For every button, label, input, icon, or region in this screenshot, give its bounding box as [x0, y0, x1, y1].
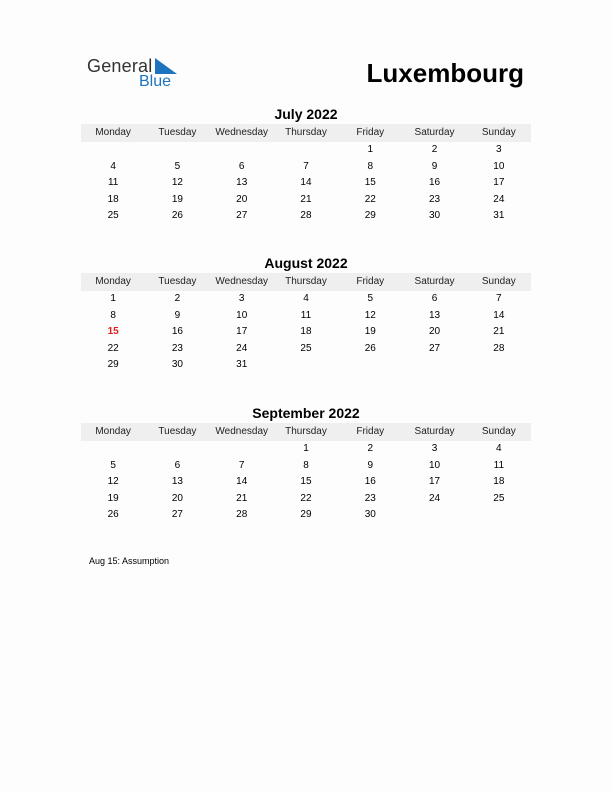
day-cell: 20: [428, 326, 441, 337]
day-cell: 5: [110, 459, 116, 471]
day-cell: 7: [303, 160, 309, 172]
weekday-label: Tuesday: [158, 127, 197, 138]
day-cell: 13: [171, 476, 183, 487]
day-cell: 30: [364, 509, 376, 520]
week-row: [81, 175, 531, 192]
weekday-label: Sunday: [481, 127, 516, 138]
day-cell: [210, 142, 274, 159]
weekday-label: Monday: [95, 276, 131, 287]
weekday-label: Sunday: [481, 276, 516, 287]
weekday-label: Friday: [356, 276, 385, 287]
day-cell: 10: [428, 459, 441, 471]
day-cell: 13: [428, 309, 441, 321]
day-cell: 22: [300, 492, 312, 504]
day-cell: 6: [431, 293, 438, 304]
day-cell: [210, 441, 274, 458]
month-july: [81, 105, 531, 225]
day-cell: 14: [493, 309, 505, 321]
week-row: [81, 159, 531, 176]
weekday-label: Wednesday: [215, 426, 269, 437]
day-cell: 28: [493, 342, 505, 354]
day-cell: 19: [107, 492, 119, 504]
holiday-day-cell: 15: [107, 326, 119, 337]
day-cell: 10: [236, 309, 248, 321]
day-cell: 10: [493, 160, 505, 172]
week-row: [81, 458, 531, 475]
day-cell: 24: [428, 492, 441, 504]
day-cell: 25: [300, 342, 312, 354]
day-cell: 18: [493, 476, 505, 487]
day-cell: 12: [107, 476, 119, 487]
day-cell: 15: [364, 177, 376, 188]
day-cell: 18: [300, 326, 312, 337]
weekday-label: Saturday: [414, 426, 455, 437]
day-cell: 28: [300, 210, 312, 221]
day-cell: 26: [364, 342, 376, 354]
day-cell: 30: [171, 359, 183, 370]
day-cell: 16: [428, 177, 441, 188]
day-cell: [402, 507, 466, 524]
day-cell: 7: [238, 459, 245, 471]
day-cell: 8: [110, 309, 116, 321]
day-cell: 25: [493, 492, 505, 504]
day-cell: [467, 357, 531, 374]
day-cell: 23: [428, 193, 441, 205]
day-cell: 11: [300, 309, 312, 321]
day-cell: 2: [174, 293, 181, 304]
day-cell: 24: [493, 193, 505, 205]
day-cell: 5: [367, 293, 374, 304]
day-cell: 11: [107, 177, 119, 188]
weekday-label: Wednesday: [215, 276, 269, 287]
day-cell: 16: [171, 326, 183, 337]
weekday-label: Thursday: [285, 276, 327, 287]
day-cell: 12: [364, 309, 376, 321]
day-cell: 22: [107, 342, 119, 354]
day-cell: 31: [493, 210, 505, 221]
month-september: [81, 404, 531, 524]
weekday-label: Thursday: [285, 127, 327, 138]
month-title: July 2022: [274, 106, 338, 122]
day-cell: 13: [236, 177, 248, 188]
day-cell: 27: [236, 210, 248, 221]
logo-triangle-icon: [155, 58, 177, 74]
day-cell: 19: [171, 193, 183, 205]
day-cell: 11: [493, 459, 505, 471]
day-cell: 21: [236, 492, 248, 504]
logo-general-text: General: [87, 56, 153, 76]
day-cell: 19: [364, 326, 376, 337]
day-cell: 29: [107, 359, 119, 370]
weekday-label: Friday: [356, 426, 385, 437]
day-cell: [274, 142, 338, 159]
day-cell: 5: [174, 160, 181, 172]
month-title: August 2022: [264, 255, 348, 271]
week-row: [81, 507, 531, 524]
day-cell: 12: [171, 177, 183, 188]
logo: [87, 56, 187, 92]
day-cell: 9: [174, 309, 181, 321]
day-cell: 9: [367, 459, 374, 471]
weekday-header-row: [81, 423, 531, 441]
day-cell: 28: [236, 509, 248, 520]
weekday-label: Monday: [95, 426, 131, 437]
day-cell: 2: [367, 443, 374, 454]
day-cell: 20: [171, 492, 183, 504]
day-cell: 29: [364, 210, 376, 221]
day-cell: 23: [171, 342, 183, 354]
day-cell: [145, 441, 209, 458]
day-cell: 4: [303, 293, 309, 304]
day-cell: 6: [238, 160, 245, 172]
weekday-label: Sunday: [481, 426, 516, 437]
day-cell: 4: [110, 160, 116, 172]
day-cell: 30: [428, 210, 441, 221]
day-cell: 2: [431, 144, 438, 155]
weekday-label: Saturday: [414, 127, 455, 138]
day-cell: 22: [364, 193, 376, 205]
day-cell: [81, 441, 145, 458]
weekday-label: Thursday: [285, 426, 327, 437]
day-cell: 27: [171, 509, 183, 520]
day-cell: 3: [431, 443, 438, 454]
logo-blue-text: Blue: [139, 73, 172, 90]
holiday-note: Aug 15: Assumption: [89, 556, 170, 566]
month-august: [81, 254, 531, 374]
day-cell: 17: [493, 177, 505, 188]
day-cell: 14: [300, 177, 312, 188]
day-cell: [402, 357, 466, 374]
day-cell: 27: [428, 342, 441, 354]
day-cell: 17: [236, 326, 248, 337]
day-cell: 29: [300, 509, 312, 520]
week-row: [81, 142, 531, 159]
day-cell: [81, 142, 145, 159]
week-row: [81, 491, 531, 508]
day-cell: 3: [238, 293, 245, 304]
weekday-label: Saturday: [414, 276, 455, 287]
day-cell: 4: [496, 443, 502, 454]
day-cell: 1: [303, 443, 309, 454]
week-row: [81, 208, 531, 225]
day-cell: 15: [300, 476, 312, 487]
week-row: [81, 441, 531, 458]
week-row: [81, 357, 531, 374]
country-title: Luxembourg: [366, 58, 524, 88]
weekday-label: Monday: [95, 127, 131, 138]
week-row: [81, 474, 531, 491]
day-cell: 21: [300, 193, 312, 205]
day-cell: 20: [236, 193, 248, 205]
day-cell: 8: [303, 459, 309, 471]
day-cell: 17: [428, 476, 441, 487]
day-cell: [274, 357, 338, 374]
week-row: [81, 291, 531, 308]
day-cell: 26: [107, 509, 119, 520]
weekday-label: Tuesday: [158, 276, 197, 287]
weekday-header-row: [81, 124, 531, 142]
day-cell: 8: [367, 160, 374, 172]
week-row: [81, 324, 531, 341]
weekday-label: Tuesday: [158, 426, 197, 437]
day-cell: 24: [236, 342, 248, 354]
day-cell: 26: [171, 210, 183, 221]
week-row: [81, 341, 531, 358]
day-cell: 3: [496, 144, 502, 155]
day-cell: 1: [367, 144, 374, 155]
day-cell: 14: [236, 476, 248, 487]
day-cell: 31: [236, 359, 248, 370]
day-cell: 7: [496, 293, 502, 304]
day-cell: 16: [364, 476, 376, 487]
day-cell: [467, 507, 531, 524]
day-cell: 23: [364, 492, 376, 504]
week-row: [81, 192, 531, 209]
day-cell: [338, 357, 402, 374]
weekday-header-row: [81, 273, 531, 291]
day-cell: [145, 142, 209, 159]
day-cell: 25: [107, 210, 119, 221]
day-cell: 18: [107, 193, 119, 205]
day-cell: 21: [493, 326, 505, 337]
month-title: September 2022: [252, 405, 360, 421]
week-row: [81, 308, 531, 325]
weekday-label: Wednesday: [215, 127, 269, 138]
day-cell: 6: [174, 459, 181, 471]
day-cell: 1: [110, 293, 116, 304]
day-cell: 9: [431, 160, 438, 172]
weekday-label: Friday: [356, 127, 385, 138]
